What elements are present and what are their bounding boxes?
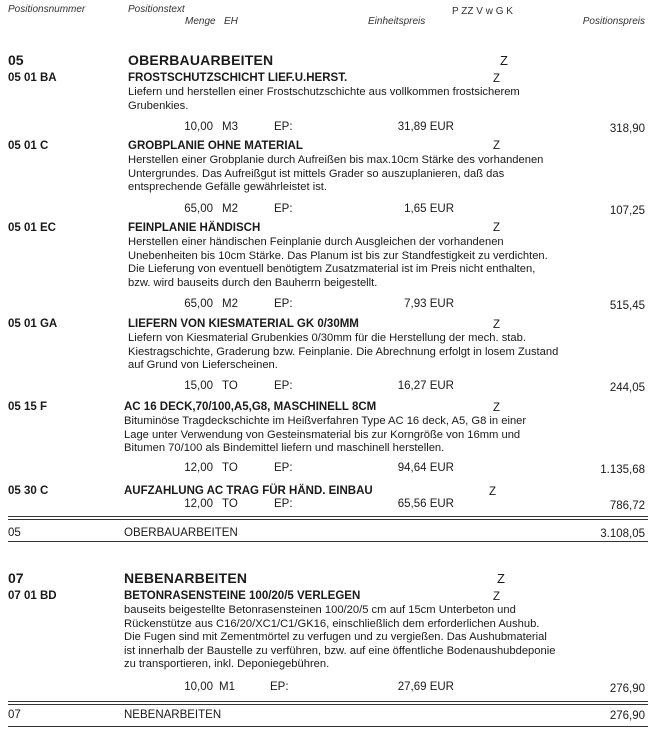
position-title: AC 16 DECK,70/100,A5,G8, MASCHINELL 8CM bbox=[124, 401, 377, 413]
position-flag-z: Z bbox=[493, 591, 501, 603]
description-line: Kiestragschichte, Graderung bzw. Feinplanie. Die Abrechnung erfolgt in losem Zustand bbox=[128, 345, 559, 358]
unit: TO bbox=[222, 498, 238, 510]
description-line: zu transportieren, inkl. Deponiegebühren. bbox=[124, 658, 330, 670]
description-line: Rückenstütze aus C16/20/XC1/C1/GK16, einschließlich dem erforderlichen Aushub. bbox=[124, 617, 540, 630]
position-total: 107,25 bbox=[609, 205, 645, 217]
description-line: Die Fugen sind mit Zementmörtel zu verfugen und zu vergießen. Das Aushubmaterial bbox=[124, 631, 547, 643]
header-einheitspreis: Einheitspreis bbox=[368, 16, 426, 27]
position-description bbox=[124, 415, 648, 456]
unit-price: 7,93 EUR bbox=[404, 298, 454, 310]
description-line: ist innerhalb der Baustelle zu verführen, bzw. auf eine öffentliche Bodenaushubdeponie bbox=[124, 644, 556, 657]
quantity: 10,00 bbox=[184, 681, 213, 693]
position-description bbox=[128, 154, 648, 195]
group-title: OBERBAUARBEITEN bbox=[128, 52, 274, 68]
header-menge: Menge bbox=[185, 16, 216, 27]
group-sum-total: 276,90 bbox=[609, 710, 645, 722]
group-flag-z: Z bbox=[500, 53, 508, 68]
divider bbox=[8, 701, 648, 702]
position-title: FROSTSCHUTZSCHICHT LIEF.U.HERST. bbox=[128, 72, 348, 84]
description-line: Untergrundes. Das Aufreißgut ist mittels Grader so auszuplanieren, daß das bbox=[128, 167, 505, 180]
position-description bbox=[124, 604, 648, 672]
position-flag-z: Z bbox=[493, 73, 501, 85]
group-title: NEBENARBEITEN bbox=[124, 570, 248, 586]
unit: M3 bbox=[222, 121, 238, 133]
ep-label: EP: bbox=[274, 498, 293, 510]
group-number: 05 bbox=[8, 52, 24, 68]
position-title: BETONRASENSTEINE 100/20/5 VERLEGEN bbox=[124, 590, 361, 602]
ep-label: EP: bbox=[274, 298, 293, 310]
position-title: FEINPLANIE HÄNDISCH bbox=[128, 222, 261, 234]
position-description bbox=[128, 332, 648, 373]
position-number: 05 01 BA bbox=[8, 72, 57, 84]
group-number: 07 bbox=[8, 570, 24, 586]
quantity: 65,00 bbox=[184, 298, 213, 310]
description-line: Die Lieferung von eventuell benötigtem Zusatzmaterial ist im Preis nicht enthalten, bbox=[128, 263, 536, 275]
group-sum-title: NEBENARBEITEN bbox=[124, 709, 222, 721]
header-eh: EH bbox=[224, 16, 238, 27]
unit: M1 bbox=[219, 681, 235, 693]
unit: M2 bbox=[222, 298, 238, 310]
position-description bbox=[128, 86, 648, 113]
quantity: 15,00 bbox=[184, 380, 213, 392]
description-line: entsprechende Gefälle gewährleistet ist. bbox=[128, 181, 328, 193]
divider bbox=[8, 519, 648, 520]
description-line: Liefern und herstellen einer Frostschutzschichte aus vollkommen frostsicherem bbox=[128, 86, 520, 98]
description-line: Unebenheiten bis 10cm Stärke. Das Planum ist bis zur Standfestigkeit zu verdichten. bbox=[128, 249, 548, 262]
quantity: 12,00 bbox=[184, 462, 213, 474]
description-line: auf Grund von Lieferscheinen. bbox=[128, 359, 278, 371]
ep-label: EP: bbox=[274, 462, 293, 474]
description-line: Liefern von Kiesmaterial Grubenkies 0/30mm für die Herstellung der mech. stab. bbox=[128, 332, 526, 344]
group-sum-number: 05 bbox=[8, 527, 21, 539]
unit: M2 bbox=[222, 203, 238, 215]
description-line: bzw. wird bauseits durch den Bauherrn beigestellt. bbox=[128, 276, 378, 289]
ep-label: EP: bbox=[270, 681, 289, 693]
group-sum-total: 3.108,05 bbox=[600, 528, 645, 540]
header-positionsnummer: Positionsnummer bbox=[8, 4, 86, 15]
position-number: 05 30 C bbox=[8, 485, 49, 497]
position-number: 05 01 C bbox=[8, 140, 49, 152]
position-flag-z: Z bbox=[493, 140, 501, 152]
unit-price: 65,56 EUR bbox=[397, 498, 454, 510]
unit-price: 94,64 EUR bbox=[397, 462, 454, 474]
ep-label: EP: bbox=[274, 380, 293, 392]
group-sum-title: OBERBAUARBEITEN bbox=[124, 527, 238, 539]
position-flag-z: Z bbox=[493, 402, 501, 414]
position-total: 515,45 bbox=[609, 300, 645, 312]
unit: TO bbox=[222, 380, 238, 392]
position-title: GROBPLANIE OHNE MATERIAL bbox=[128, 140, 303, 152]
description-line: Bitumen 70/100 als Bindemittel liefern und maschinell herstellen. bbox=[124, 442, 445, 454]
ep-label: EP: bbox=[274, 121, 293, 133]
description-line: Herstellen einer Grobplanie durch Aufreißen bis max.10cm Stärke des vorhandenen bbox=[128, 154, 544, 166]
position-flag-z: Z bbox=[493, 319, 501, 331]
group-flag-z: Z bbox=[497, 571, 505, 586]
position-number: 07 01 BD bbox=[8, 590, 57, 602]
position-title: LIEFERN VON KIESMATERIAL GK 0/30MM bbox=[128, 318, 359, 330]
quantity: 12,00 bbox=[184, 498, 213, 510]
divider bbox=[8, 541, 648, 542]
divider bbox=[8, 516, 648, 517]
position-flag-z: Z bbox=[489, 486, 497, 498]
position-flag-z: Z bbox=[493, 222, 501, 234]
position-total: 1.135,68 bbox=[600, 464, 645, 476]
unit-price: 31,89 EUR bbox=[397, 121, 454, 133]
description-line: Herstellen einer händischen Feinplanie durch Ausgleichen der vorhandenen bbox=[128, 236, 504, 248]
position-total: 786,72 bbox=[609, 500, 645, 512]
divider bbox=[8, 704, 648, 705]
position-description bbox=[128, 236, 648, 290]
divider bbox=[8, 726, 648, 727]
unit-price: 27,69 EUR bbox=[397, 681, 454, 693]
position-number: 05 01 EC bbox=[8, 222, 56, 234]
unit: TO bbox=[222, 462, 238, 474]
unit-price: 1,65 EUR bbox=[404, 203, 454, 215]
description-line: bauseits beigestellte Betonrasensteinen 100/20/5 cm auf 15cm Unterbeton und bbox=[124, 604, 516, 616]
position-number: 05 15 F bbox=[8, 401, 47, 413]
quantity: 10,00 bbox=[184, 121, 213, 133]
position-total: 244,05 bbox=[609, 382, 645, 394]
position-number: 05 01 GA bbox=[8, 318, 58, 330]
unit-price: 16,27 EUR bbox=[397, 380, 454, 392]
group-sum-number: 07 bbox=[8, 709, 21, 721]
position-total: 276,90 bbox=[609, 683, 645, 695]
header-positionstext: Positionstext bbox=[128, 4, 185, 15]
position-title: AUFZAHLUNG AC TRAG FÜR HÄND. EINBAU bbox=[124, 485, 373, 497]
ep-label: EP: bbox=[274, 203, 293, 215]
description-line: Grubenkies. bbox=[128, 99, 189, 112]
description-line: Lage unter Verwendung von Gesteinsmaterial bis zur Korngröße von 16mm und bbox=[124, 428, 521, 441]
position-total: 318,90 bbox=[609, 123, 645, 135]
header-flags: P ZZ V w G K bbox=[452, 6, 513, 17]
description-line: Bituminöse Tragdeckschichte im Heißverfahren Type AC 16 deck, A5, G8 in einer bbox=[124, 415, 527, 427]
quantity: 65,00 bbox=[184, 203, 213, 215]
header-positionspreis: Positionspreis bbox=[582, 16, 645, 27]
